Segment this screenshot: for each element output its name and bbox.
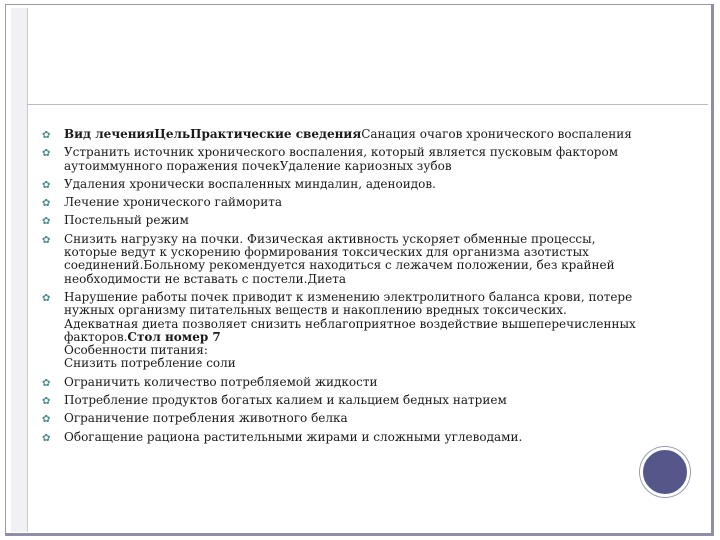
title-divider — [27, 104, 708, 105]
clover-bullet-icon: ✿ — [42, 377, 51, 389]
bullet-item — [42, 291, 637, 371]
bullet-text: Удаления хронически воспаленных миндалин, аденоидов. — [64, 176, 436, 191]
table-headers-text: Вид леченияЦельПрактические сведения — [64, 127, 362, 141]
bullet-item — [42, 196, 637, 209]
bullet-text — [64, 291, 637, 371]
clover-bullet-icon: ✿ — [42, 234, 51, 246]
item-body-text: Нарушение работы почек приводит к изменению электролитного баланса крови, потере нужных организму питательных веществ и накоплению вредных токсических. Адекватная диета позволяет снизить неблагоприятное воздействие вышеперечисленных факторов. — [64, 289, 636, 344]
clover-bullet-icon: ✿ — [42, 179, 51, 191]
item-body-text: Санация очагов хронического воспаления — [361, 127, 632, 141]
item-body-text: Особенности питания: Снизить потребление соли — [64, 343, 236, 371]
bullet-item — [42, 376, 637, 389]
clover-bullet-icon: ✿ — [42, 148, 51, 160]
bullet-text: Ограничение потребления животного белка — [64, 411, 348, 426]
bullet-text: Снизить нагрузку на почки. Физическая активность ускоряет обменные процессы, которые ведут к ускорению формирования токсических для организма азотистых соединений.Больному рекомендуется находиться с лежачем положении, без крайней необходимости не вставать с постели.Диета — [64, 231, 615, 286]
slide-left-band — [11, 8, 28, 532]
decorative-circle — [640, 447, 690, 497]
bullet-item — [42, 146, 637, 173]
bullet-text: Устранить источник хронического воспаления, который является пусковым фактором аутоиммунного поражения почекУдаление кариозных зубов — [64, 145, 619, 173]
bullet-text — [64, 128, 637, 141]
bullet-text: Лечение хронического гайморита — [64, 195, 283, 210]
bullet-text: Постельный режим — [64, 213, 189, 228]
bullet-item — [42, 178, 637, 191]
diet-table-label: Стол номер 7 — [127, 329, 221, 344]
clover-bullet-icon: ✿ — [42, 130, 51, 141]
clover-bullet-icon: ✿ — [42, 198, 51, 210]
bullet-item — [42, 412, 637, 425]
bullet-item — [42, 431, 637, 444]
bullet-item — [42, 394, 637, 407]
clover-bullet-icon: ✿ — [42, 432, 51, 444]
clover-bullet-icon: ✿ — [42, 292, 51, 304]
treatment-bullet-list — [42, 128, 637, 449]
clover-bullet-icon: ✿ — [42, 216, 51, 228]
bullet-item — [42, 128, 637, 141]
bullet-text: Обогащение рациона растительными жирами и сложными углеводами. — [64, 429, 523, 444]
bullet-item — [42, 214, 637, 227]
clover-bullet-icon: ✿ — [42, 414, 51, 426]
clover-bullet-icon: ✿ — [42, 396, 51, 408]
bullet-text: Ограничить количество потребляемой жидкости — [64, 374, 378, 389]
bullet-item — [42, 233, 637, 286]
bullet-text: Потребление продуктов богатых калием и кальцием бедных натрием — [64, 393, 507, 408]
